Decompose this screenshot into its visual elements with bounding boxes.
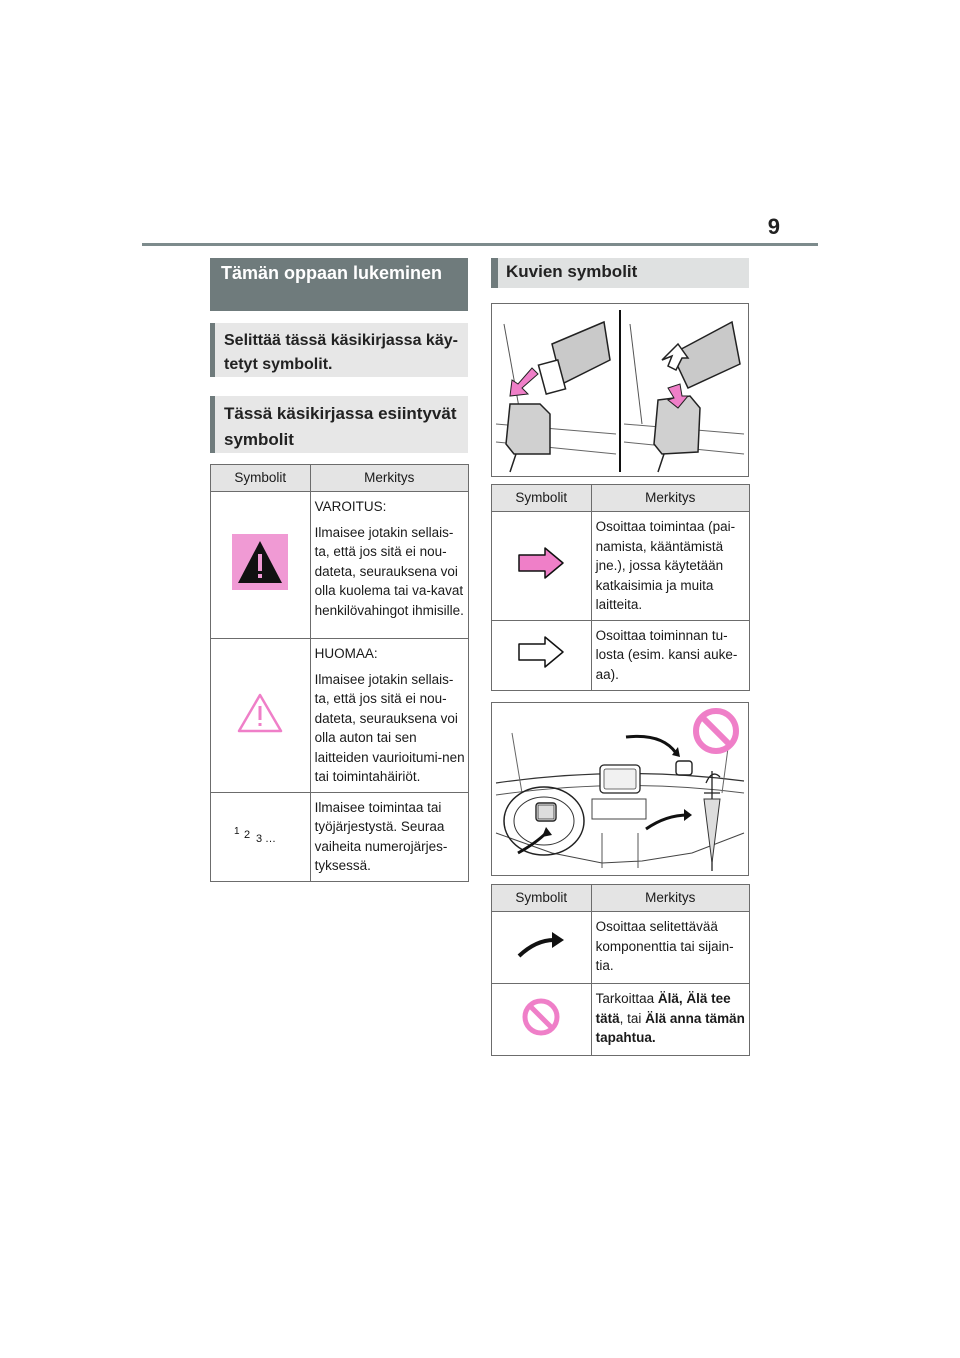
svg-text:3: 3 bbox=[256, 832, 263, 845]
curved-arrow-icon bbox=[516, 930, 566, 960]
table-header-row bbox=[211, 465, 469, 492]
symbols-table-right-1 bbox=[491, 484, 750, 691]
svg-text:2: 2 bbox=[244, 828, 251, 841]
meaning-text: Ilmaisee toimintaa tai työjärjestystä. Seuraa vaiheita numerojärjes-tyksessä. bbox=[314, 799, 448, 873]
page-number: 9 bbox=[767, 214, 780, 239]
meaning-cell bbox=[591, 984, 749, 1056]
warning-triangle-filled-icon bbox=[232, 534, 288, 590]
svg-text:…: … bbox=[265, 832, 277, 845]
meaning-text: Ilmaisee jotakin sellais-ta, että jos sitä ei nou-dateta, seurauksena voi olla auton tai sen laitteiden vaurioitumi-nen tai toimintahäiriöt. bbox=[314, 671, 465, 784]
meaning-cell bbox=[310, 639, 468, 793]
seatbelt-illustration bbox=[492, 304, 748, 476]
caution-label: HUOMAA: bbox=[314, 646, 378, 661]
meaning-cell bbox=[591, 912, 749, 984]
meaning-cell bbox=[310, 492, 468, 639]
meaning-cell bbox=[310, 792, 468, 881]
table-row bbox=[492, 912, 750, 984]
table-row bbox=[492, 512, 750, 621]
dashboard-illustration bbox=[492, 703, 748, 875]
meaning-text: Ilmaisee jotakin sellais-ta, että jos sitä ei nou-dateta, seurauksena voi olla kuolema tai va-kavat henkilövahingot ihmisille. bbox=[314, 524, 464, 618]
table-row bbox=[211, 639, 469, 793]
prohibition-icon bbox=[521, 997, 561, 1037]
meaning-text: Tarkoittaa bbox=[595, 991, 658, 1006]
symbol-cell bbox=[492, 512, 592, 621]
col-header-meaning: Merkitys bbox=[591, 485, 749, 512]
seatbelt-insert-panel bbox=[496, 322, 616, 472]
seatbelt-release-panel bbox=[624, 322, 744, 472]
symbol-cell bbox=[211, 492, 311, 639]
symbols-table-right-2 bbox=[491, 884, 750, 1056]
col-header-meaning: Merkitys bbox=[310, 465, 468, 492]
meaning-text: Osoittaa toiminnan tu-losta (esim. kansi auke-aa). bbox=[595, 627, 738, 682]
symbol-cell bbox=[492, 912, 592, 984]
meaning-text: Osoittaa toimintaa (pai-namista, kääntämistä jne.), jossa käytetään katkaisimia ja muita laitteita. bbox=[595, 519, 736, 612]
symbols-table-left bbox=[210, 464, 469, 882]
col-header-symbols: Symbolit bbox=[211, 465, 311, 492]
col-header-symbols: Symbolit bbox=[492, 885, 592, 912]
table-row bbox=[211, 492, 469, 639]
meaning-cell bbox=[591, 512, 749, 621]
outline-arrow-icon bbox=[517, 635, 565, 669]
caution-triangle-outline-icon bbox=[236, 692, 284, 734]
header-rule bbox=[142, 243, 818, 246]
warning-label: VAROITUS: bbox=[314, 499, 387, 514]
seatbelt-figure bbox=[491, 303, 749, 477]
col-header-symbols: Symbolit bbox=[492, 485, 592, 512]
symbol-cell bbox=[211, 639, 311, 793]
table-row bbox=[492, 620, 750, 690]
table-header-row bbox=[492, 485, 750, 512]
svg-text:1: 1 bbox=[234, 825, 240, 837]
meaning-bold: Älä, Älä tee tätä bbox=[595, 991, 731, 1026]
symbol-cell bbox=[492, 984, 592, 1056]
meaning-bold: Älä anna tämän tapahtua. bbox=[595, 1010, 745, 1045]
meaning-text: , tai bbox=[619, 1010, 646, 1026]
pink-arrow-icon bbox=[517, 546, 565, 580]
meaning-text: Osoittaa selitettävää komponenttia tai sijain-tia. bbox=[595, 919, 734, 973]
section-title-right: Kuvien symbolit bbox=[491, 258, 749, 288]
subsection-title-left: Tässä käsikirjassa esiintyvät symbolit bbox=[210, 396, 468, 453]
section-title-left: Tämän oppaan lukeminen bbox=[210, 258, 468, 311]
intro-box: Selittää tässä käsikirjassa käy-tetyt symbolit. bbox=[210, 323, 468, 377]
table-row bbox=[211, 792, 469, 881]
symbol-cell bbox=[211, 792, 311, 881]
step-numbers-icon bbox=[232, 823, 288, 845]
dashboard-figure bbox=[491, 702, 749, 876]
table-header-row bbox=[492, 885, 750, 912]
symbol-cell bbox=[492, 620, 592, 690]
col-header-meaning: Merkitys bbox=[591, 885, 749, 912]
table-row bbox=[492, 984, 750, 1056]
meaning-cell bbox=[591, 620, 749, 690]
